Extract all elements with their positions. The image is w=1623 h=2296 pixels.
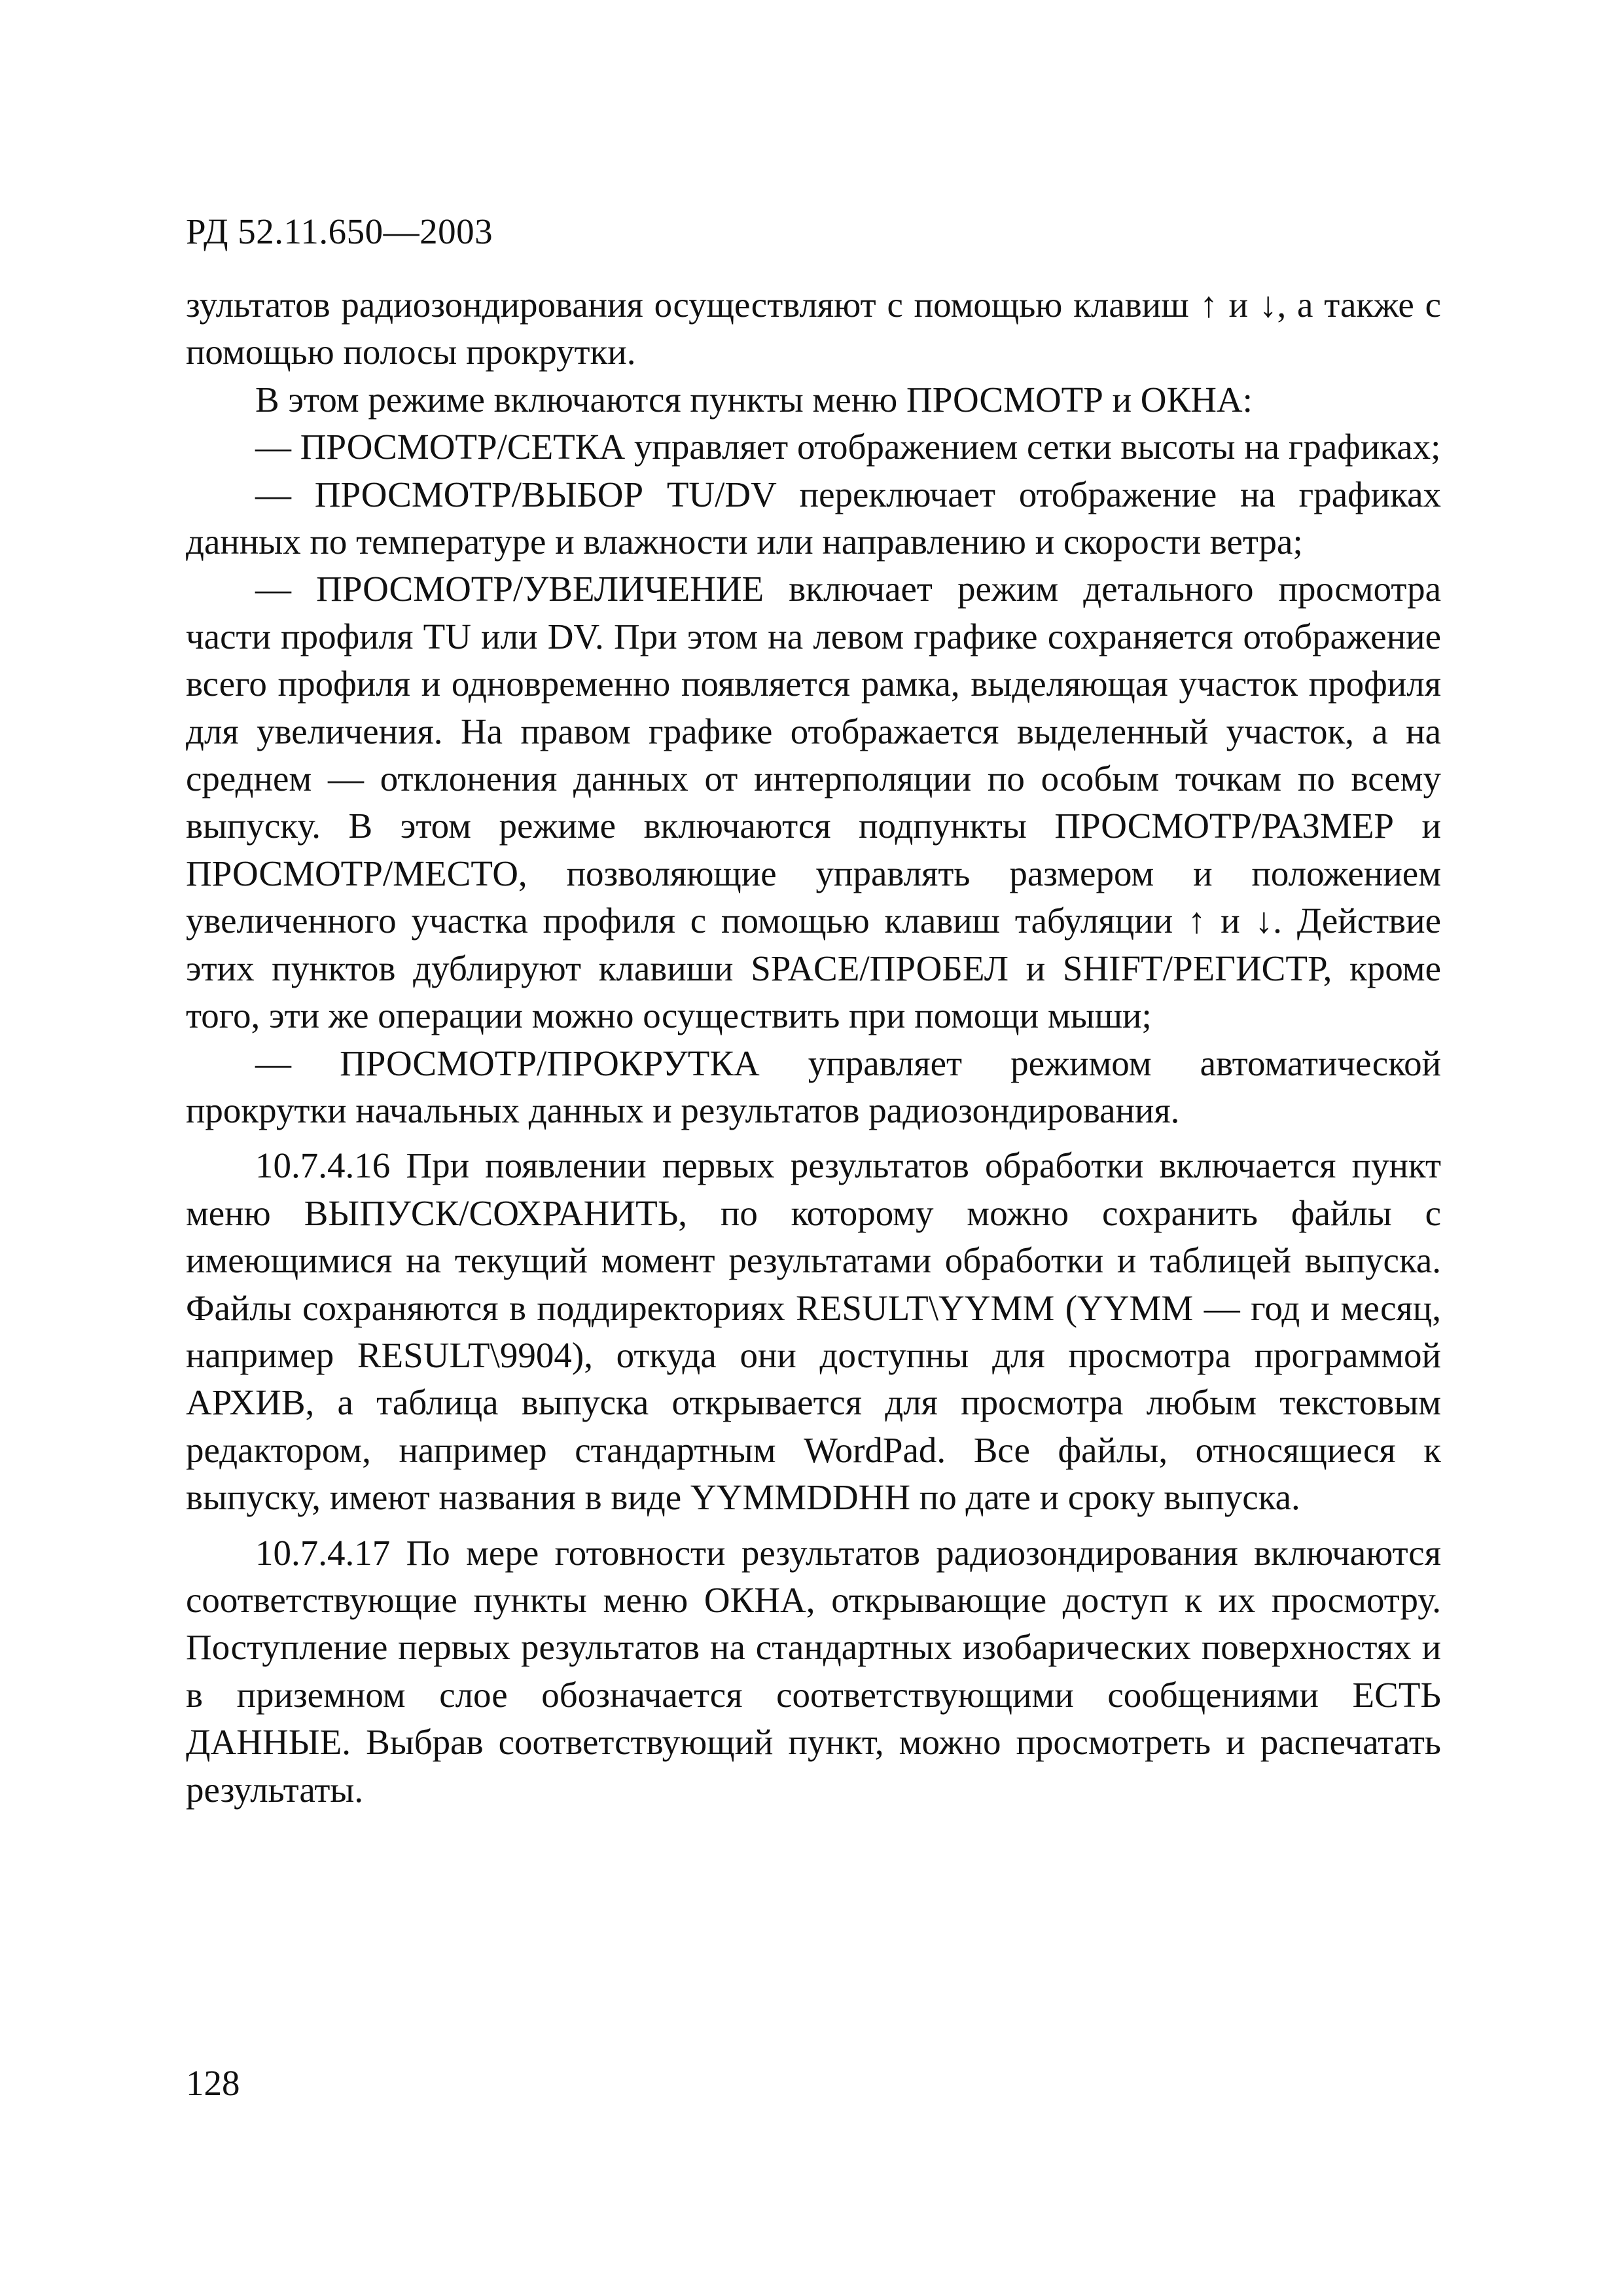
list-item-select-tu-dv: — ПРОСМОТР/ВЫБОР TU/DV переключает отображение на графиках данных по температуре и влажности или направлению и скорости ветра; [186, 474, 1441, 562]
paragraph-menu-intro: В этом режиме включаются пункты меню ПРОСМОТР и ОКНА: [255, 379, 1253, 420]
document-code-header: РД 52.11.650—2003 [186, 211, 493, 251]
section-10-7-4-17: 10.7.4.17 По мере готовности результатов радиозондирования включаются соответствующие пункты меню ОКНА, открывающие доступ к их просмотру. Поступление первых результатов на стандартных изобарических поверхностях и в приземном слое обозначается соответствующими сообщениями ЕСТЬ ДАННЫЕ. Выбрав соответствующий пункт, можно просмотреть и распечатать результаты. [186, 1532, 1441, 1810]
section-10-7-4-16: 10.7.4.16 При появлении первых результатов обработки включается пункт меню ВЫПУСК/СОХРАНИТЬ, по которому можно сохранить файлы с имеющимися на текущий момент результатами обработки и таблицей выпуска. Файлы сохраняются в поддиректориях RESULT\YYMM (YYMM — год и месяц, например RESULT\9904), откуда они доступны для просмотра программой АРХИВ, а таблица выпуска открывается для просмотра любым текстовым редактором, например стандартным WordPad. Все файлы, относящиеся к выпуску, имеют названия в виде YYMMDDHH по дате и сроку выпуска. [186, 1145, 1441, 1518]
list-item-scroll: — ПРОСМОТР/ПРОКРУТКА управляет режимом автоматической прокрутки начальных данных и результатов радиозондирования. [186, 1043, 1441, 1130]
paragraph-continuation: зультатов радиозондирования осуществляют с помощью клавиш ↑ и ↓, а также с помощью полосы прокрутки. [186, 285, 1441, 372]
list-item-grid: — ПРОСМОТР/СЕТКА управляет отображением сетки высоты на графиках; [255, 427, 1441, 467]
list-item-zoom: — ПРОСМОТР/УВЕЛИЧЕНИЕ включает режим детального просмотра части профиля TU или DV. При этом на левом графике сохраняется отображение всего профиля и одновременно появляется рамка, выделяющая участок профиля для увеличения. На правом графике отображается выделенный участок, а на среднем — отклонения данных от интерполяции по особым точкам по всему выпуску. В этом режиме включаются подпункты ПРОСМОТР/РАЗМЕР и ПРОСМОТР/МЕСТО, позволяющие управлять размером и положением увеличенного участка профиля с помощью клавиш табуляции ↑ и ↓. Действие этих пунктов дублируют клавиши SPACE/ПРОБЕЛ и SHIFT/РЕГИСТР, кроме того, эти же операции можно осуществить при помощи мыши; [186, 569, 1441, 1036]
document-body [186, 281, 1441, 1814]
page-number: 128 [186, 2063, 240, 2103]
